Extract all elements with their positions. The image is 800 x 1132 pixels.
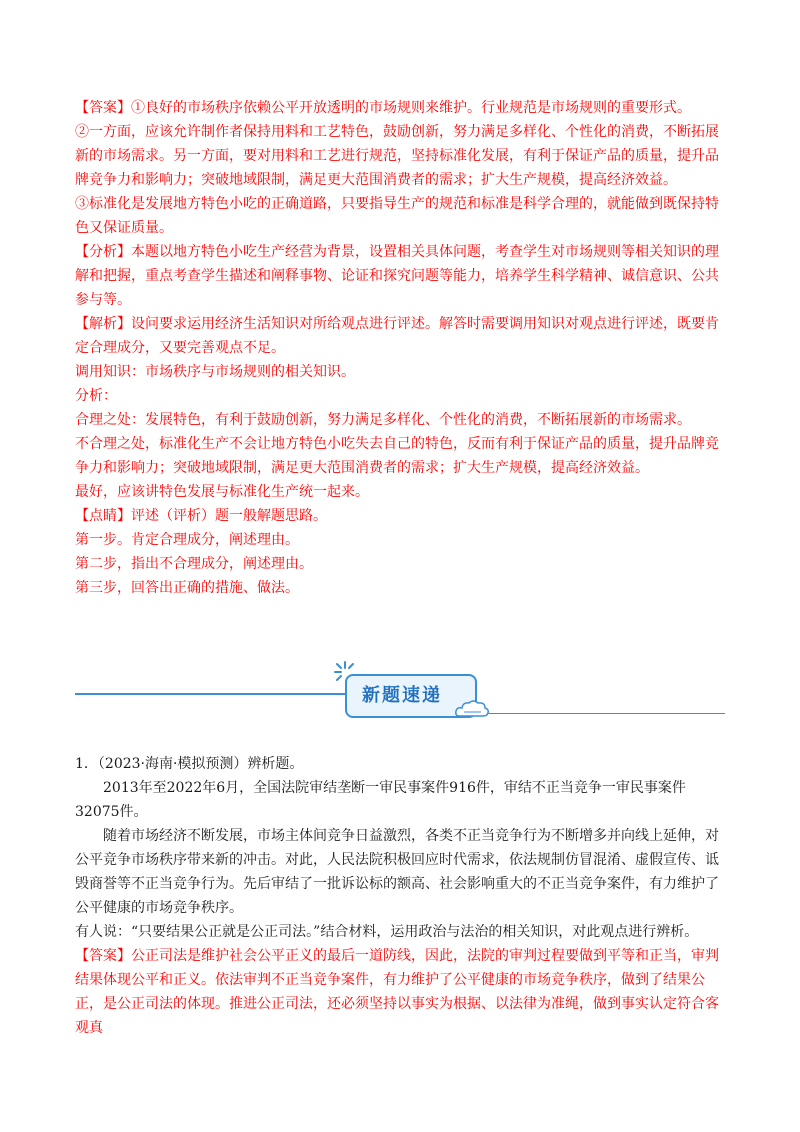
analysis-paragraph xyxy=(75,240,725,312)
tip-paragraph xyxy=(75,504,725,528)
answer-point-3: ③标准化是发展地方特色小吃的正确道路，只要指导生产的规范和标准是科学合理的，就能做到既保持特色又保证质量。 xyxy=(75,196,719,236)
question-answer-text: 公正司法是维护社会公平正义的最后一道防线，因此，法院的审判过程要做到平等和正当，审判结果体现公平和正义。依法审判不正当竞争案件，有力维护了公平健康的市场竞争秩序，做到了结果公正，是公正司法的体现。推进公正司法，还必须坚持以事实为根据、以法律为准绳，做到事实认定符合客观真 xyxy=(75,948,719,1036)
question-paragraph-1: 2013年至2022年6月，全国法院审结垄断一审民事案件916件，审结不正当竞争一审民事案件32075件。 xyxy=(75,780,686,820)
analysis-text: 本题以地方特色小吃生产经营为背景，设置相关具体问题，考查学生对市场规则等相关知识的理解和把握，重点考查学生描述和阐释事物、论证和探究问题等能力，培养学生科学精神、诚信意识、公共参与等。 xyxy=(75,244,719,308)
answer-point-2: ②一方面，应该允许制作者保持用料和工艺特色，鼓励创新，努力满足多样化、个性化的消费，不断拓展新的市场需求。另一方面，要对用料和工艺进行规范，坚持标准化发展，有利于保证产品的质量，提升品牌竞争力和影响力；突破地域限制，满足更大范围消费者的需求；扩大生产规模，提高经济效益。 xyxy=(75,124,719,188)
tip-tag: 【点睛】 xyxy=(75,508,131,524)
answer-point-1: ①良好的市场秩序依赖公平开放透明的市场规则来维护。行业规范是市场规则的重要形式。 xyxy=(131,100,691,116)
unreasonable-line: 不合理之处，标准化生产不会让地方特色小吃失去自己的特色，反而有利于保证产品的质量，提升品牌竞争力和影响力；突破地域限制，满足更大范围消费者的需求；扩大生产规模，提高经济效益。 xyxy=(75,436,719,476)
question-paragraph-2: 随着市场经济不断发展，市场主体间竞争日益激烈，各类不正当竞争行为不断增多并向线上延伸，对公平竞争市场秩序带来新的冲击。对此，人民法院积极回应时代需求，依法规制仿冒混淆、虚假宣传、诋毁商誉等不正当竞争行为。先后审结了一批诉讼标的额高、社会影响重大的不正当竞争案件，有力维护了公平健康的市场竞争秩序。 xyxy=(75,828,719,916)
answer-section xyxy=(75,96,725,600)
question-answer xyxy=(75,944,725,1040)
analysis-tag: 【分析】 xyxy=(75,244,131,260)
answer-paragraph-1 xyxy=(75,96,725,120)
knowledge-line: 调用知识：市场秩序与市场规则的相关知识。 xyxy=(75,364,355,380)
best-line: 最好，应该讲特色发展与标准化生产统一起来。 xyxy=(75,484,369,500)
banner-line-left xyxy=(75,693,345,695)
tip-text: 评述（评析）题一般解题思路。 xyxy=(131,508,327,524)
banner-title: 新题速递 xyxy=(362,685,442,706)
explain-paragraph xyxy=(75,312,725,360)
question-prompt: 有人说：“只要结果公正就是公正司法。”结合材料，运用政治与法治的相关知识，对此观点进行辨析。 xyxy=(75,924,699,940)
question-answer-tag: 【答案】 xyxy=(75,948,131,964)
step-3: 第三步，回答出正确的措施、做法。 xyxy=(75,580,299,596)
step-1: 第一步。肯定合理成分，阐述理由。 xyxy=(75,532,299,548)
answer-tag: 【答案】 xyxy=(75,100,131,116)
explain-text: 设问要求运用经济生活知识对所给观点进行评述。解答时需要调用知识对观点进行评述，既要肯定合理成分，又要完善观点不足。 xyxy=(75,316,719,356)
cloud-icon xyxy=(455,698,489,718)
explain-tag: 【解析】 xyxy=(75,316,131,332)
question-section xyxy=(75,752,725,1040)
section-banner xyxy=(75,660,725,720)
reasonable-line: 合理之处：发展特色，有利于鼓励创新，努力满足多样化、个性化的消费，不断拓展新的市场需求。 xyxy=(75,412,691,428)
banner-line-right xyxy=(475,713,725,714)
step-2: 第二步，指出不合理成分，阐述理由。 xyxy=(75,556,313,572)
question-number-source: 1．（2023·海南·模拟预测）辨析题。 xyxy=(75,756,304,772)
analysis-label: 分析： xyxy=(75,388,117,404)
